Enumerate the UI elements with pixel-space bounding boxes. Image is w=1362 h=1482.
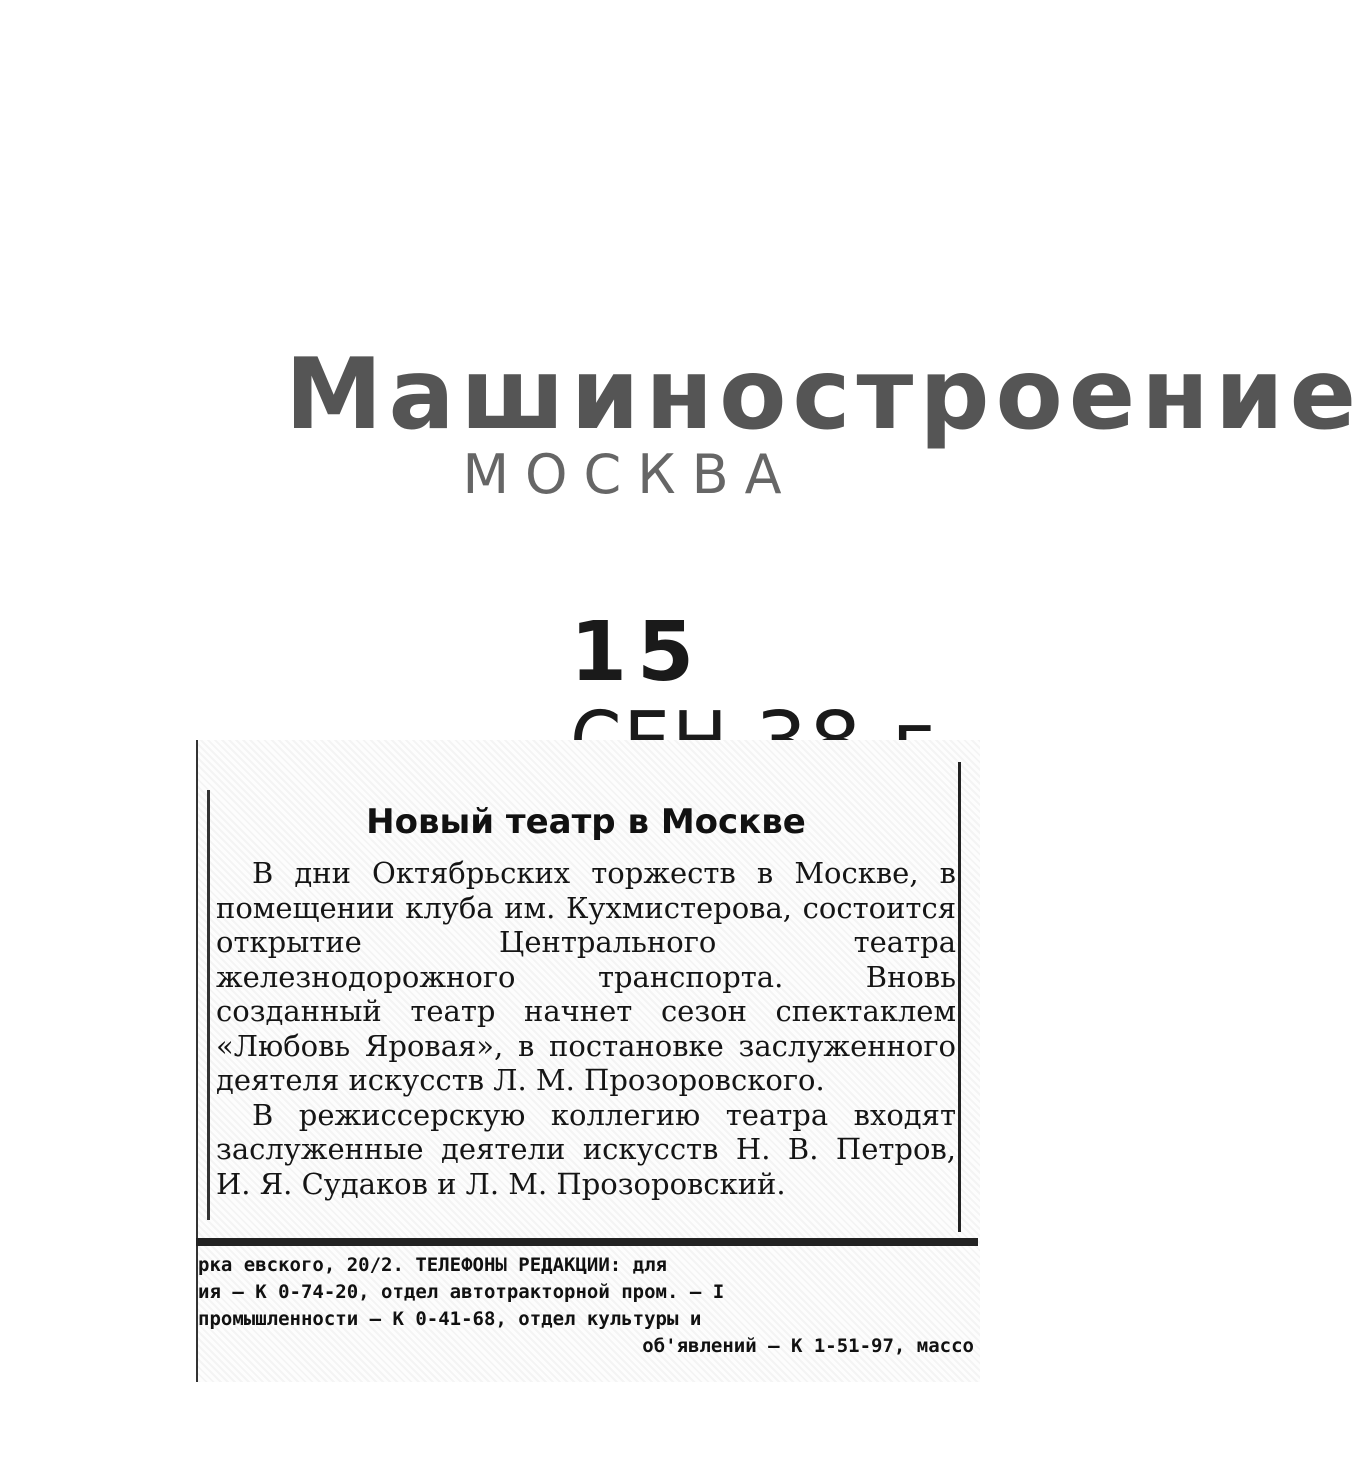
article-paragraph-2: В режиссерскую коллегию театра входят заслуженные деятели искусств Н. В. Петров, И. Я. Судаков и Л. М. Прозоровский. bbox=[216, 1097, 956, 1201]
stamp-city: МОСКВА bbox=[462, 443, 798, 506]
footer-line: промышленности — К 0-41-68, отдел культуры и bbox=[198, 1308, 702, 1330]
footer-line: ия — К 0-74-20, отдел автотракторной пром. — I bbox=[198, 1281, 725, 1303]
article bbox=[216, 800, 956, 1201]
article-paragraph-1: В дни Октябрьских торжеств в Москве, в помещении клуба им. Кухмистерова, состоится открытие Центрального театра железнодорожного транспорта. Вновь созданный театр начнет сезон спектаклем «Любовь Яровая», в постановке заслуженного деятеля искусств Л. М. Прозоровского. bbox=[216, 856, 956, 1097]
footer-line: об'явлений — К 1-51-97, массо bbox=[642, 1335, 974, 1357]
footer-line: рка евского, 20/2. ТЕЛЕФОНЫ РЕДАКЦИИ: для bbox=[198, 1254, 667, 1276]
date-day: 15 bbox=[570, 605, 705, 700]
article-headline: Новый театр в Москве bbox=[366, 802, 806, 842]
column-rule-left bbox=[207, 790, 210, 1220]
masthead-footer bbox=[198, 1252, 974, 1360]
column-rule-right bbox=[958, 762, 961, 1232]
stamp-publication-name: Машиностроение bbox=[285, 338, 1362, 452]
footer-rule bbox=[196, 1238, 978, 1246]
